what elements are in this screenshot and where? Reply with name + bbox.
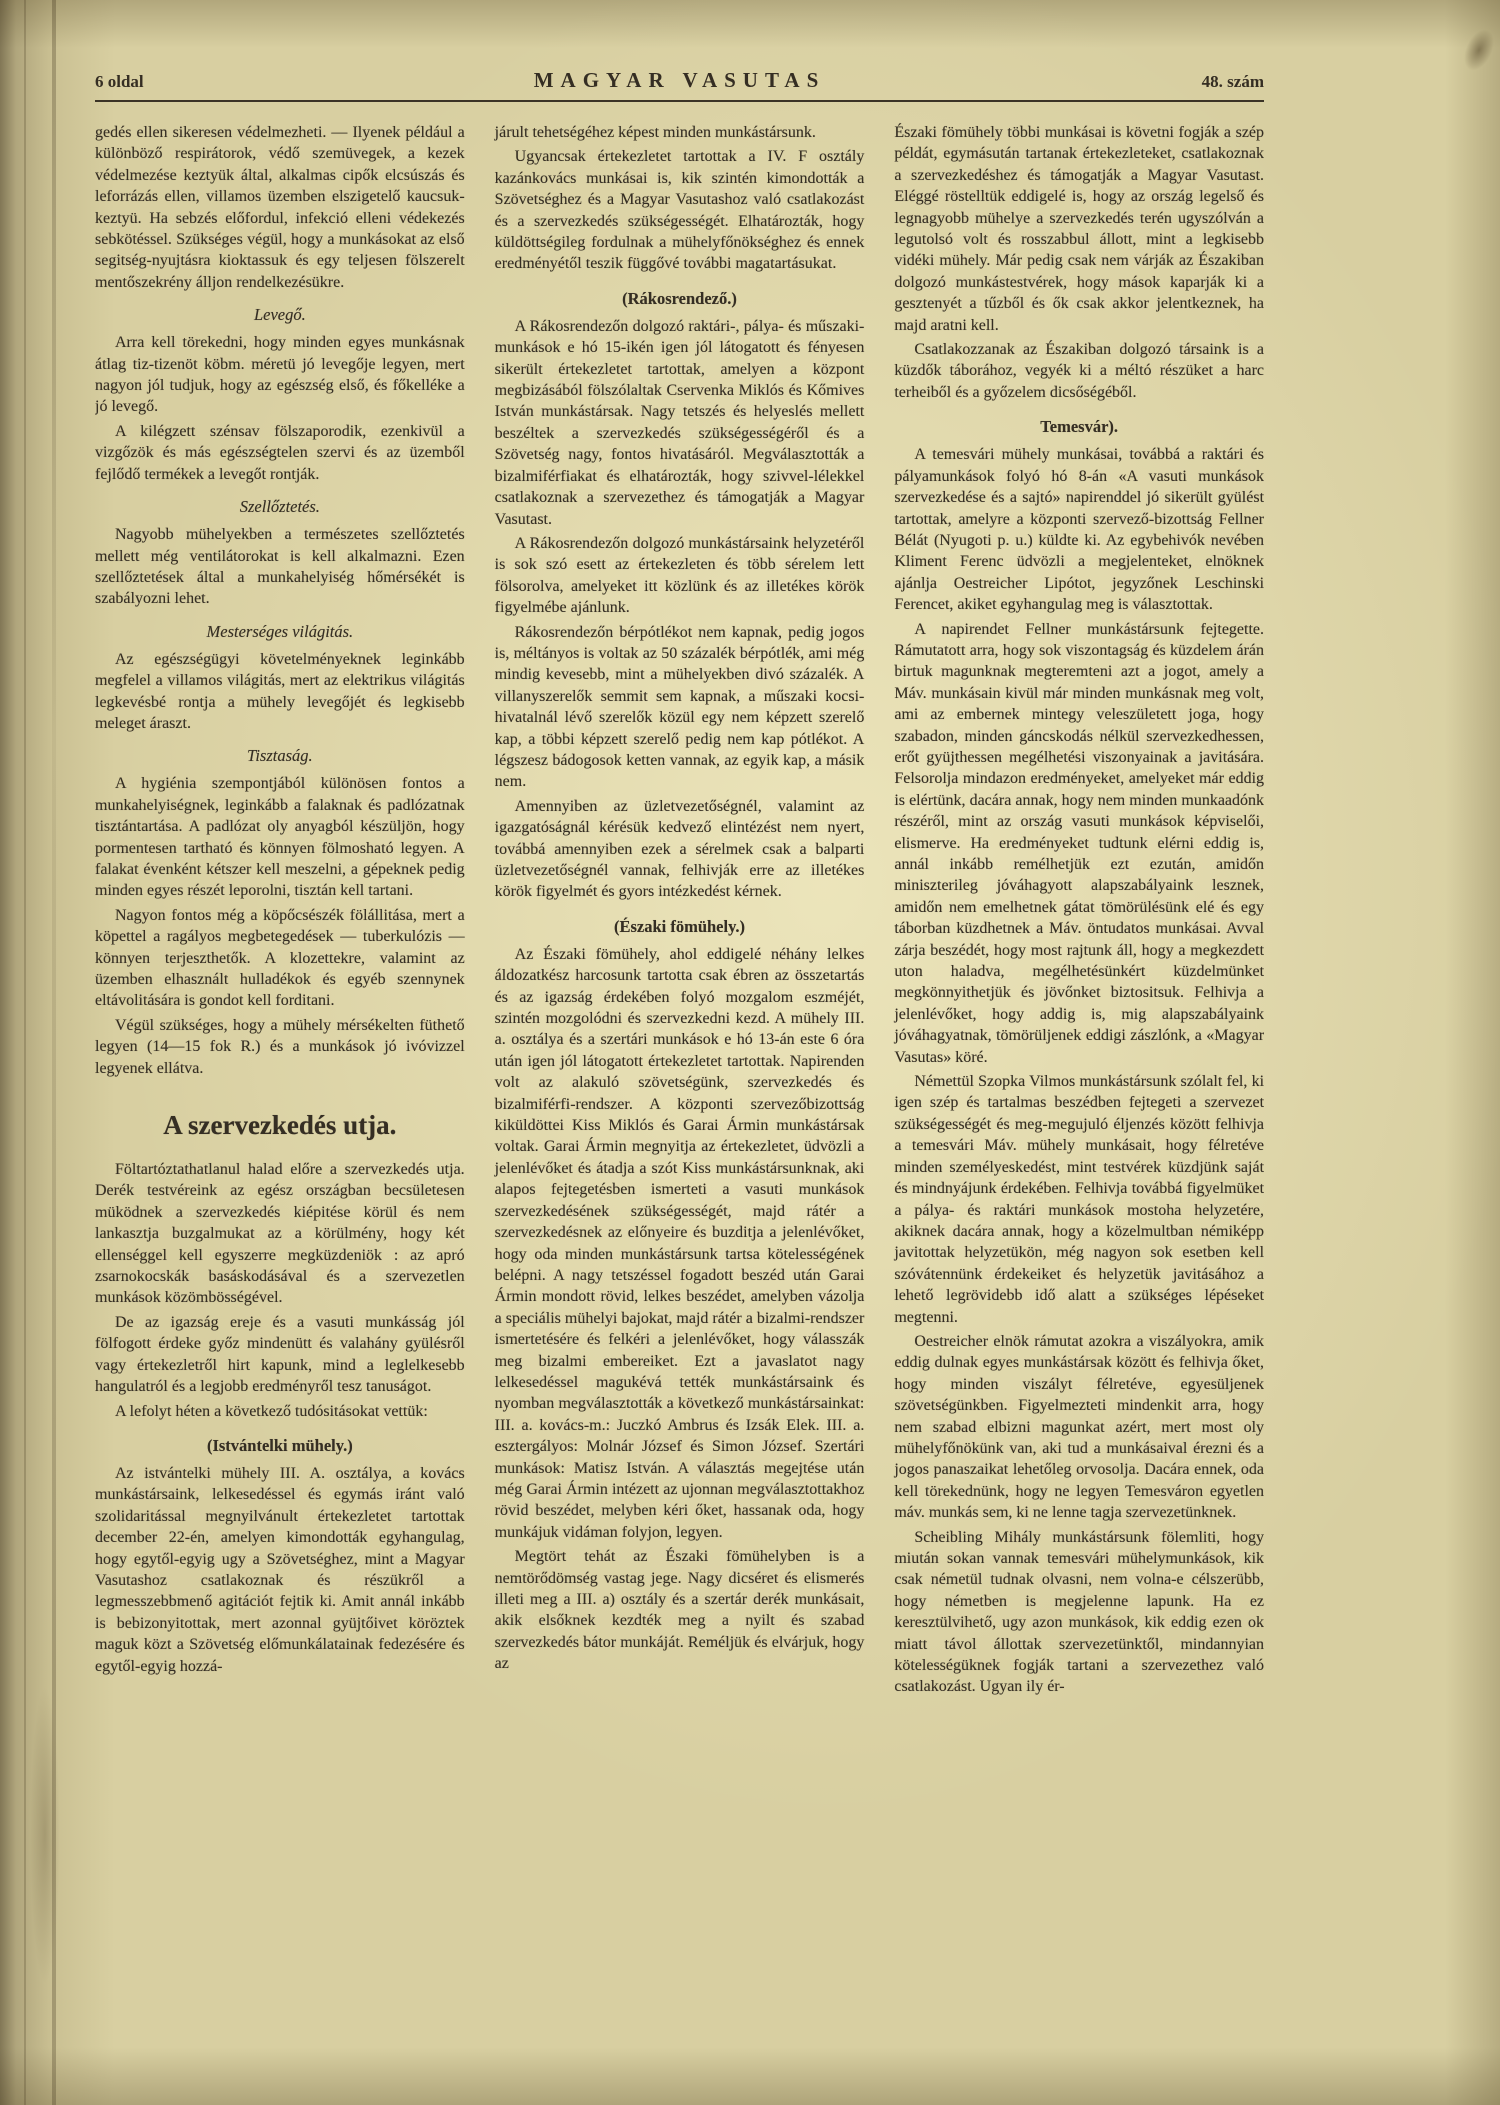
paragraph: Föltartóztathatlanul halad előre a szervezkedés utja. Derék testvéreink az egész országban becsületesen müködnek a szervezkedés kiépitése körül és nem lankasztja buzgalmukat az a körülmény, hogy két ellenséggel kell egyszerre megküzdeniök : az apró zsarnokocskák basáskodásával és a szervezetlen munkások közömbösségével. <box>95 1161 465 1307</box>
paragraph: De az igazság ereje és a vasuti munkásság jól fölfogott érdeke győz mindenütt és valahány gyülésről vagy értekezletről hirt kapunk, mind a leglelkesebb hangulatról és a legjobb eredményről tesz tanuságot. <box>95 1313 465 1396</box>
paragraph: Csatlakozzanak az Északiban dolgozó társaink is a küzdők táborához, vegyék ki a méltó részüket a harc terheiből és a győzelem dicsőségéből. <box>894 341 1264 401</box>
report-heading: Temesvár). <box>1040 417 1119 437</box>
paragraph: A hygiénia szempontjából különösen fontos a munkahelyiségnek, leginkább a falaknak és padlózatnak tisztántartása. A padlózat oly anyagból készüljön, hogy pormentesen tartható és könnyen fölmosható legyen. A falakat évenként kétszer kell meszelni, a gépeknek pedig minden egyes részét leporolni, tisztán kell tartani. <box>95 775 465 900</box>
paragraph: Ugyancsak értekezletet tartottak a IV. F osztály kazánkovács munkásai is, kik szintén kimondották a Szövetséghez és a Magyar Vasutashoz való csatlakozást és a szervezkedés szükségességét. Elhatározták, hogy küldöttségileg fordulnak a mühelyfőnökséghez és ennek eredményétől teszik függővé további magatartásukat. <box>494 148 865 273</box>
article-heading: A szervezkedés utja. <box>163 1110 397 1141</box>
column-2 <box>495 122 865 2069</box>
paragraph: A Rákosrendezőn dolgozó raktári-, pálya- és műszaki-munkások e hó 15-ikén igen jól látogatott és fényesen sikerült értekezletet tartottak, amelyen a központ megbizásából fölszólaltak Cservenka Miklós és Kőmives István munkástársak. Nagy tetszés és helyeslés mellett beszéltek a szervezkedés szükségességéről és a Szövetség nagy, fontos hivatásáról. Megválasztották a bizalmiférfiakat és elhatározták, hogy szivvel-lélekkel csatlakoznak a szervezethez és támogatják a Magyar Vasutast. <box>494 317 865 528</box>
paragraph: Arra kell törekedni, hogy minden egyes munkásnak átlag tiz-tizenöt köbm. méretü jó levegője legyen, mert nagyon jól tudjuk, hogy az egészség első, és főkelléke a jó levegő. <box>95 334 465 416</box>
paragraph: Rákosrendezőn bérpótlékot nem kapnak, pedig jogos is, méltányos is voltak az 50 százalék bérpótlék, ami még mindig kevesebb, mint a mühelyekben divó százalék. A villanyszerelők semmit sem kapnak, a műszaki kocsi-hivatalnál lévő szerelők közül egy nem képzett szerelő kap, a többi képzett szerelő pedig nem kap pótlékot. A légszesz bádogosok ketten vannak, az egyik kap, a másik nem. <box>494 623 865 791</box>
paragraph: Végül szükséges, hogy a mühely mérsékelten füthető legyen (14—15 fok R.) és a munkások jó ivóvizzel legyenek ellátva. <box>95 1016 465 1077</box>
article-content <box>95 122 1264 2069</box>
paragraph: Oestreicher elnök rámutat azokra a viszályokra, amik eddig dulnak egyes munkástársak között és felhivja őket, hogy minden viszályt félretéve, egyesüljenek szövetségünkben. Figyelmezteti mindenkit arra, hogy nem szabad elbizni magunkat azért, mert most oly mühelyfőnökünk van, aki tud a munkásaival érezni és a jogos panaszaikat lehetőleg orvosolja. Dacára ennek, oda kell törekednünk, hogy ne legyen Temesváron egyetlen máv. munkás sem, ki ne lenne tagja szervezetünknek. <box>894 1332 1264 1522</box>
column-1 <box>95 122 465 2069</box>
section-heading: Tisztaság. <box>247 746 313 766</box>
issue-number: 48. szám <box>1201 72 1264 91</box>
paragraph: Scheibling Mihály munkástársunk fölemliti, hogy miután sokan vannak temesvári mühelymunkások, kik csak németül tudnak olvasni, nem volna-e célszerübb, hogy németben is megjelenne lapunk. Ha ez keresztülvihető, ugy azon munkások, kik eddig ezen ok miatt távol állottak szervezetünktől, mindannyian kötelességüknek fogják tartani a szervezethez való csatlakozást. Ugyan ily ér- <box>894 1528 1264 1696</box>
report-heading: (Rákosrendező.) <box>622 288 737 308</box>
paragraph: Az Északi fömühely, ahol eddigelé néhány lelkes áldozatkész harcosunk tartotta csak ébren az összetartás és az igazság érdekében folyó mozgalom eszméjét, szintén mozgolódni és szervezkedni kezd. A mühely III. a. osztálya és a szertári munkások e hó 13-án este 6 óra után igen jól látogatott értekezletet tartottak. Napirenden volt az alakuló szövetségünk, szervezkedés és bizalmiférfi-rendszer. A központi szervezőbizottság kiküldöttei Kiss Miklós és Garai Ármin munkástársak voltak. Garai Ármin megnyitja az értekezletet, üdvözli a jelenlévőket és átadja a szót Kiss munkástársunknak, aki alapos fejtegetésben ismerteti a vasuti munkások szervezkedésének szükségességét, majd rátér a szervezkedésnek az előnyeire és buzditja a jelenlévőket, hogy oda minden munkástársunk tartsa kötelességének belépni. A nagy tetszéssel fogadott beszéd után Garai Ármin mondott rövid, lelkes beszédet, amelyben vázolja a speciális mühelyi bajokat, majd rátér a bizalmi-rendszer ismertetésére és felkéri a jelenlévőket, hogy válasszák meg bizalmi embereiket. Ezt a javaslatot nagy lelkesedéssel magukévá tették munkástársaink és nyomban megválasztották a következő munkástársainkat: III. a. kovács-m.: Juczkó Ambrus és Izsák Elek. III. a. esztergályos: Molnár József és Simon József. Szertári munkások: Matisz István. A választás megejtése után még Garai Ármin intézett az ujonnan megválasztottakhoz rövid beszédet, melyben kéri őket, hassanak oda, hogy munkájuk vidáman folyjon, legyen. <box>494 945 865 1541</box>
paragraph: A temesvári mühely munkásai, továbbá a raktári és pályamunkások folyó hó 8-án «A vasuti munkások szervezkedése és a sajtó» napirenddel jó sikerült gyülést tartottak, amelyre a központi szervező-bizottság Fellner Bélát (Nyugoti p. u.) küldte ki. Az egybehivók nevében Kliment Ferenc üdvözli a megjelenteket, elnöknek ajánlja Oestreicher Lipótot, jegyzőnek Leschinski Ferencet, akiket egyhangulag meg is választottak. <box>894 446 1264 614</box>
paragraph: Megtört tehát az Északi fömühelyben is a nemtörődömség vastag jege. Nagy dicséret és elismerés illeti meg a III. a) osztály és a szertár derék munkásait, akik elsőknek kezdték meg a nyilt és szabad szervezkedés bátor munkáját. Reméljük és elvárjuk, hogy az <box>494 1548 865 1673</box>
section-heading: Mesterséges világitás. <box>206 621 354 641</box>
paragraph: Amennyiben az üzletvezetőségnél, valamint az igazgatóságnál kérésük kedvező elintézést nem nyert, továbbá amennyiben ezek a sérelmek csak a balparti üzletvezetőségnél vannak, felhivják erre az illetékes körök figyelmét és gyors intézkedést kérnek. <box>494 797 865 901</box>
paragraph-continuation: járult tehetségéhez képest minden munkástársunk. <box>494 124 816 141</box>
masthead <box>95 68 1264 102</box>
paragraph: A kilégzett szénsav fölszaporodik, ezenkivül a vizgőzök és más egészségtelen szervi és az üzemből fejlődő termékek a levegőt rontják. <box>95 422 465 483</box>
ink-smudge <box>1458 25 1500 76</box>
paragraph: Az egészségügyi követelményeknek leginkább megfelel a villamos világitás, mert az elektrikus világitás legkevésbé rontja a mühely levegőjét és legkisebb meleget áraszt. <box>95 650 465 732</box>
paragraph: Az istvántelki mühely III. A. osztálya, a kovács munkástársaink, lelkesedéssel és egymás iránt való szolidaritással megnyilvánult értekezletet tartottak december 22-én, amelyen kimondották egyhangulag, hogy egytől-egyig ugy a Szövetséghez, mint a Magyar Vasutashoz csatlakoznak és részükről a legmesszebbmenő agitációt fejtik ki. Amit annál inkább is bebizonyitottak, mert azonnal gyüjtőivet köröztek maguk közt a Szövetség előmunkálatainak fedezésére és egytől-egyig hozzá- <box>95 1464 465 1675</box>
report-heading: (Északi fömühely.) <box>613 916 746 936</box>
paragraph: Nagyobb mühelyekben a természetes szellőztetés mellett még ventilátorokat is kell alkalmazni. Ezen szellőztetések által a munkahelyiség hőmérsékét is szabályozni lehet. <box>95 526 465 608</box>
paragraph: A lefolyt héten a következő tudósitásokat vettük: <box>115 1402 428 1420</box>
paragraph-continuation: gedés ellen sikeresen védelmezheti. — Ilyenek például a különböző respirátorok, védő szemüvegek, a kezek védelmezése keztyük által, alkalmas cipők elcsúszás és leforrázás ellen, villamos üzemben elszigetelő kaucsuk-keztyü. Ha sebzés előfordul, infekció elleni védekezés sebkötéssel. Szükséges végül, hogy a munkásokat az első segitség-nyujtásra kioktassuk és egy teljesen fölszerelt mentőszekrény álljon rendelkezésükre. <box>95 124 465 291</box>
ink-smudge <box>30 1685 60 1985</box>
paragraph: A napirendet Fellner munkástársunk fejtegette. Rámutatott arra, hogy sok viszontagság és küzdelem árán birtuk magunknak megteremteni azt a jogot, amely a Máv. munkásain kivül már minden munkásnak meg volt, ami az embernek mintegy veleszületett joga, hogy szabadon, minden gáncskodás nélkül szervezkedhessen, erőt gyüjthessen megélhetési viszonyainak a javitására. Felsorolja mindazon eredményeket, amelyeket már eddig is elértünk, dacára annak, hogy nem minden munkaadónk részéről, mint az ország vasuti munkások képviselői, elismerve. Ha eredményeket tudtunk elérni eddig is, annál inkább remélhetjük ezt ezután, amidőn miniszterileg jóváhagyott alapszabályaink lesznek, amidőn nem emelhetnek gátat tömörülésünk elé és egy táborban küzdhetnek a Máv. öntudatos munkásai. Avval zárja beszédét, hogy most rajtunk áll, hogy a megkezdett uton haladva, megélhetésünkért küzdelmünket megkönnyithetjük és jövőnket biztositsuk. Felhivja a jelenlévőket, hogy addig is, mig alapszabályaink jóváhagyatnak, tömörüljenek eddigi zászlónk, a «Magyar Vasutas» köré. <box>894 620 1264 1066</box>
paragraph: Nagyon fontos még a köpőcsészék fölállitása, mert a köpettel a ragályos megbetegedések — tuberkulózis — könnyen terjeszthetők. A klozettekre, valamint az üzemben elhasznált hulladékok és egyéb szennynek eltávolitására is gondot kell forditani. <box>95 906 465 1010</box>
paragraph-continuation: Északi fömühely többi munkásai is követni fogják a szép példát, egymásután tartanak értekezleteket, csatlakoznak a szervezkedéshez és támogatják a Magyar Vasutast. Eléggé röstelltük eddigelé is, hogy az ország legelső és legnagyobb mühelye a szervezkedés terén ugyszólván a legutolsó volt és rosszabbul állott, mint a legkisebb vidéki mühely. Már pedig csak nem várják az Északiban dolgozó munkástestvérek, hogy mások kaparják ki a gesztenyét a tűzből és ők csak akkor jelentkeznek, ha majd aratni kell. <box>894 124 1264 334</box>
paragraph: A Rákosrendezőn dolgozó munkástársaink helyzetéről is sok szó esett az értekezleten és több sérelem lett fölsorolva, amelyeket itt közlünk és az illetékes körök figyelmébe ajánlunk. <box>494 534 865 617</box>
column-3 <box>894 122 1264 2069</box>
report-heading: (Istvántelki mühely.) <box>206 1435 353 1455</box>
binding-crease <box>24 0 26 2105</box>
paragraph: Némettül Szopka Vilmos munkástársunk szólalt fel, ki igen szép és tartalmas beszédben fejtegeti a szervezet szükségességét és meg-megujuló éljenzés között felhivja a temesvári Máv. mühely munkásait, hogy félretéve minden személyeskedést, mint testvérek küzdjünk saját és mindnyájunk érdekében. Felhivja továbbá figyelmüket a pálya- és raktári munkások mostoha helyzetére, akiknek dacára annak, hogy a közelmultban némiképp javitottak helyzetükön, még nagyon sok esetben kell szóvátennünk érdekeiket és helyzetük javitásához a lehető legrövidebb idő alatt a szükséges lépéseket megtenni. <box>894 1073 1264 1326</box>
section-heading: Szellőztetés. <box>239 497 320 517</box>
section-heading: Levegő. <box>253 305 306 325</box>
page-number: 6 oldal <box>95 72 144 91</box>
newspaper-title: MAGYAR VASUTAS <box>533 68 826 92</box>
